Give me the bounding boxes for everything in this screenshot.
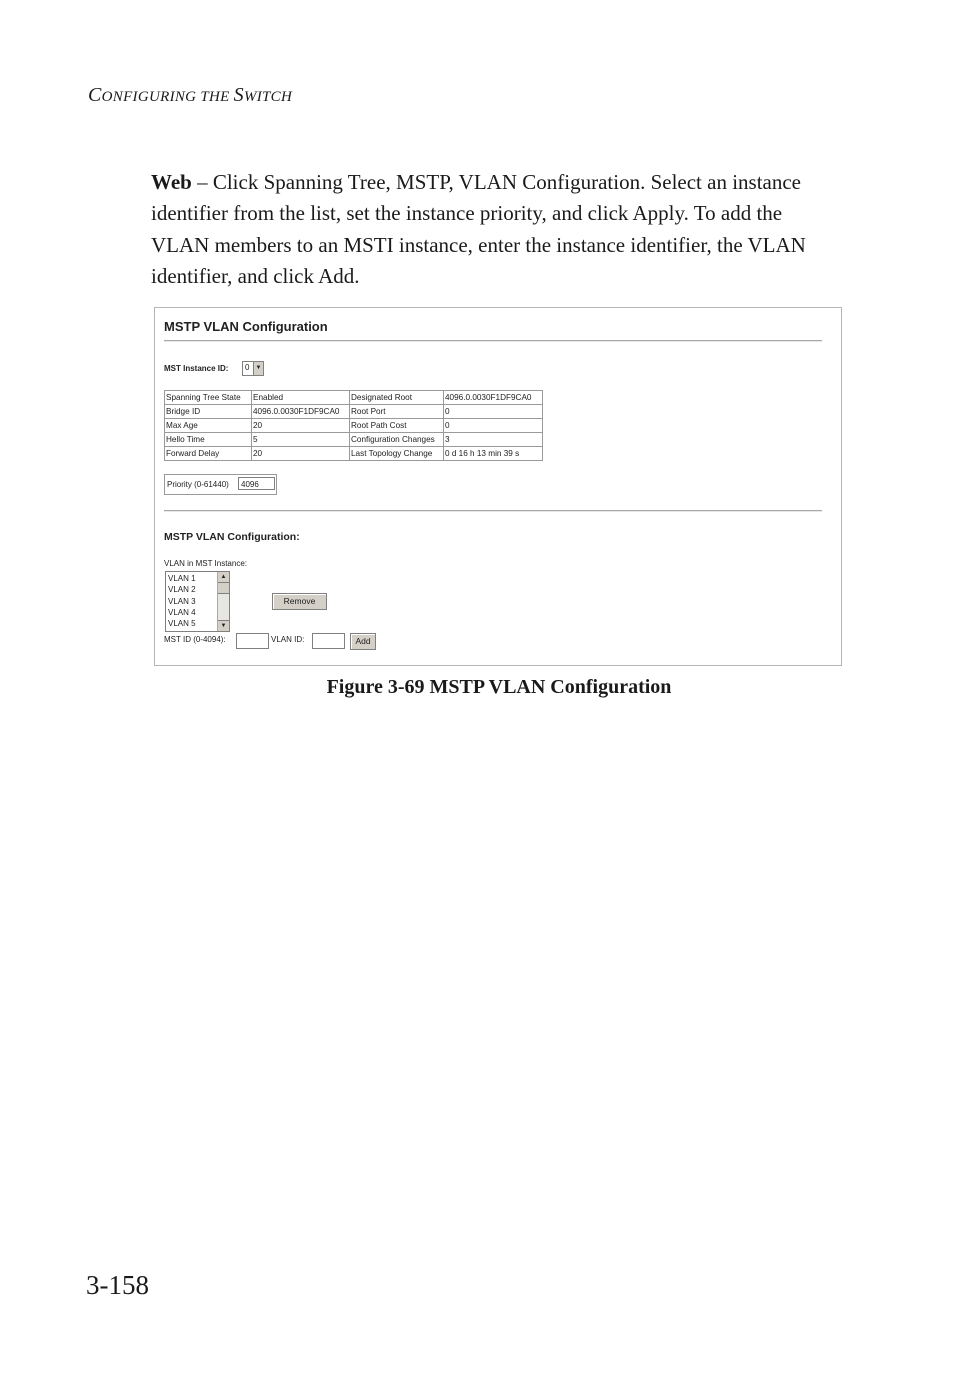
figure-caption: Figure 3-69 MSTP VLAN Configuration [326,676,672,698]
vlan-list-label: VLAN in MST Instance: [164,559,247,568]
table-cell: 0 [444,419,543,433]
list-item[interactable]: VLAN 2 [168,585,196,595]
vlan-id-label: VLAN ID: [271,635,305,644]
spanning-tree-table [164,390,543,461]
intro-lead: Web [151,170,192,194]
table-row [165,405,543,419]
priority-label: Priority (0-61440) [167,480,229,489]
table-cell: 0 [444,405,543,419]
table-row [165,419,543,433]
table-cell: Root Port [350,405,444,419]
section-title: MSTP VLAN Configuration: [164,531,300,543]
chevron-down-icon[interactable]: ▼ [253,362,263,375]
table-row [165,433,543,447]
mst-instance-label: MST Instance ID: [164,364,229,373]
running-head-initial: C [88,84,102,106]
list-item[interactable]: VLAN 3 [168,596,196,606]
table-cell: Root Path Cost [350,419,444,433]
table-cell: Configuration Changes [350,433,444,447]
intro-paragraph [151,167,841,292]
table-row [165,391,543,405]
remove-button[interactable]: Remove [272,593,327,610]
screenshot-figure [154,307,842,666]
table-cell: Max Age [165,419,252,433]
running-head-smallcaps-2: WITCH [243,89,293,105]
scrollbar[interactable] [217,572,229,631]
running-head [88,84,292,107]
priority-input[interactable]: 4096 [238,477,275,490]
scroll-down-icon[interactable]: ▼ [218,620,229,631]
list-item[interactable]: VLAN 1 [168,574,196,583]
add-button[interactable]: Add [350,633,376,650]
table-cell: 5 [252,433,350,447]
list-item[interactable]: VLAN 4 [168,607,196,617]
table-cell: 4096.0.0030F1DF9CA0 [444,391,543,405]
table-cell: Designated Root [350,391,444,405]
table-cell: 4096.0.0030F1DF9CA0 [252,405,350,419]
running-head-smallcaps: ONFIGURING THE [101,89,234,105]
divider [164,340,822,342]
figure-title: MSTP VLAN Configuration [164,319,328,334]
mst-instance-value: 0 [245,363,250,372]
list-item[interactable]: VLAN 5 [168,619,196,629]
table-cell: Bridge ID [165,405,252,419]
priority-group [164,474,277,495]
table-cell: Hello Time [165,433,252,447]
scroll-thumb[interactable] [218,583,229,594]
running-head-initial-2: S [233,84,244,106]
table-cell: 0 d 16 h 13 min 39 s [444,447,543,461]
table-cell: 3 [444,433,543,447]
vlan-listbox[interactable] [165,571,230,632]
table-cell: Enabled [252,391,350,405]
table-cell: Spanning Tree State [165,391,252,405]
vlan-items [168,573,196,629]
table-cell: 20 [252,447,350,461]
intro-text: – Click Spanning Tree, MSTP, VLAN Configuration. Select an instance identifier from the list, set the instance priority, and click Apply. To add the VLAN members to an MSTI instance, enter the instance identifier, the VLAN identifier, and click Add. [151,170,806,288]
table-cell: Last Topology Change [350,447,444,461]
table-row [165,447,543,461]
vlan-id-input[interactable] [312,633,345,649]
mst-id-label: MST ID (0-4094): [164,635,226,644]
table-cell: 20 [252,419,350,433]
divider [164,510,822,512]
page-number: 3-158 [86,1270,149,1300]
mst-id-input[interactable] [236,633,269,649]
mst-instance-select[interactable] [242,361,264,376]
scroll-up-icon[interactable]: ▲ [218,572,229,583]
table-cell: Forward Delay [165,447,252,461]
